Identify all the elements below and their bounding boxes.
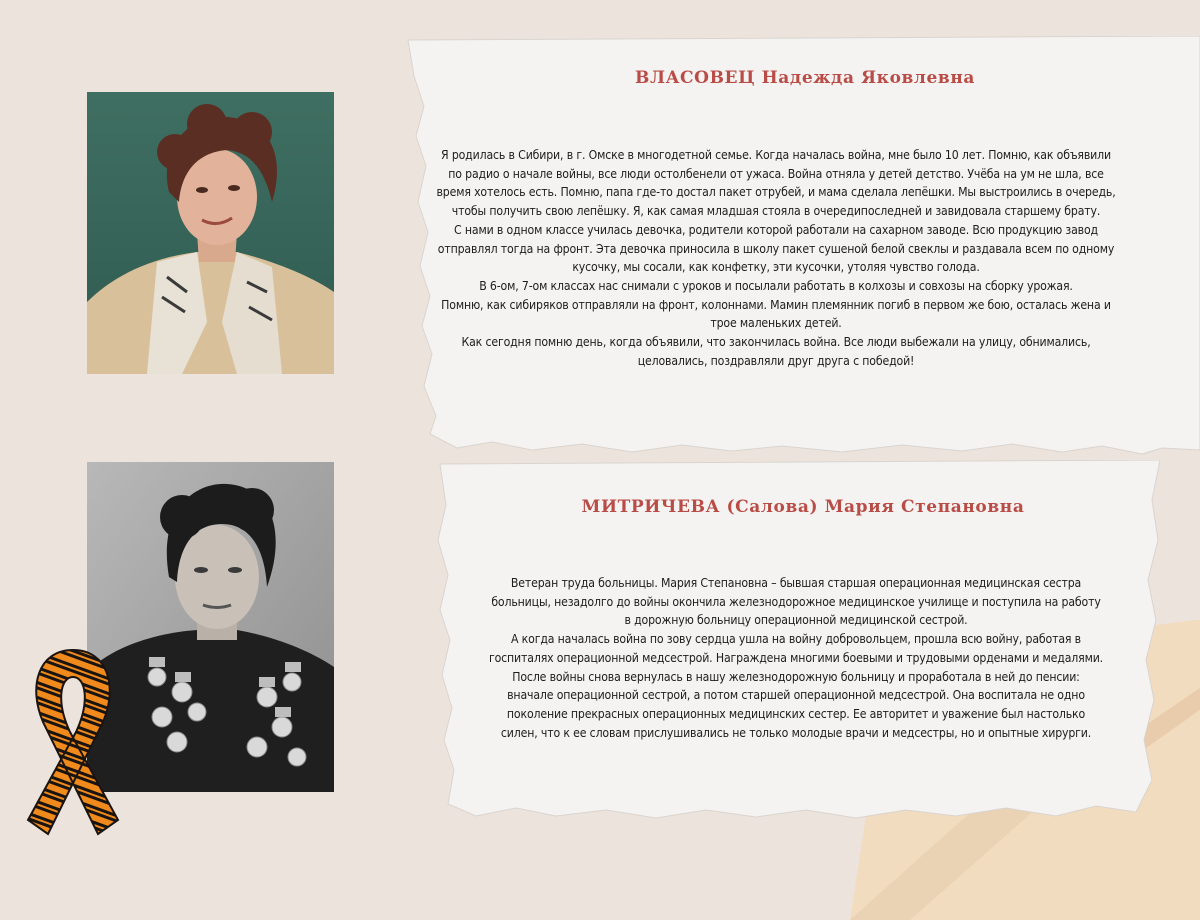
veteran-2-story bbox=[488, 574, 1104, 742]
story-paragraph: С нами в одном классе училась девочка, родители которой работали на сахарном заводе. Всю продукцию завод отправлял тогда на фронт. Эта девочка приносила в школу пакет сушеной белой свеклы и раздавала всем по одному кусочку, мы сосали, как конфетку, эти кусочки, утоляя чувство голода. bbox=[437, 222, 1115, 275]
story-paragraph: Помню, как сибиряков отправляли на фронт, колоннами. Мамин племянник погиб в первом же бою, осталась жена и трое маленьких детей. bbox=[441, 297, 1111, 331]
veteran-2-name: МИТРИЧЕВА (Салова) Мария Степановна bbox=[581, 497, 1025, 517]
story-paragraph: В 6-ом, 7-ом классах нас снимали с уроков и посылали работать в колхозы и совхозы на сборку урожая. bbox=[479, 278, 1073, 293]
story-paragraph: Я родилась в Сибири, в г. Омске в многодетной семье. Когда началась война, мне было 10 лет. Помню, как объявили по радио о начале войны, все люди остолбенели от ужаса. Война отняла у детей детство. Учёба на ум не шла, все время хотелось есть. Помню, папа где-то достал пакет отрубей, и мама сделала лепёшки. Мы выстроились в очередь, чтобы получить свою лепёшку. Я, как самая младшая стояла в очередипоследней и завидовала старшему брату. bbox=[436, 148, 1116, 219]
veteran-1-story bbox=[436, 146, 1116, 370]
st-george-ribbon-icon bbox=[18, 642, 128, 842]
story-paragraph: Как сегодня помню день, когда объявили, что закончилась война. Все люди выбежали на улицу, обнимались, целовались, поздравляли друг друга с победой! bbox=[461, 335, 1091, 368]
veteran-2-card bbox=[436, 460, 1160, 832]
story-paragraph: Ветеран труда больницы. Мария Степановна – бывшая старшая операционная медицинская сестра больницы, незадолго до войны окончила железнодорожное медицинское училище и поступила на работу в дорожную больницу операционной медицинской сестрой. bbox=[491, 576, 1101, 628]
veteran-1-photo bbox=[87, 92, 334, 374]
story-paragraph: А когда началась война по зову сердца ушла на войну добровольцем, прошла всю войну, работая в госпиталях операционной медсестрой. Награждена многими боевыми и трудовыми орденами и медалями. После войны снова вернулась в нашу железнодорожную больницу и проработала в ней до пенсии: вначале операционной сестрой, а потом старшей операционной медсестрой. Она воспитала не одно поколение прекрасных операционных медицинских сестер. Ее авторитет и уважение был настолько силен, что к ее словам прислушивались не только молодые врачи и медсестры, но и опытные хирурги. bbox=[488, 632, 1104, 740]
veteran-1-card bbox=[402, 36, 1200, 456]
veteran-1-name: ВЛАСОВЕЦ Надежда Яковлевна bbox=[634, 68, 975, 88]
